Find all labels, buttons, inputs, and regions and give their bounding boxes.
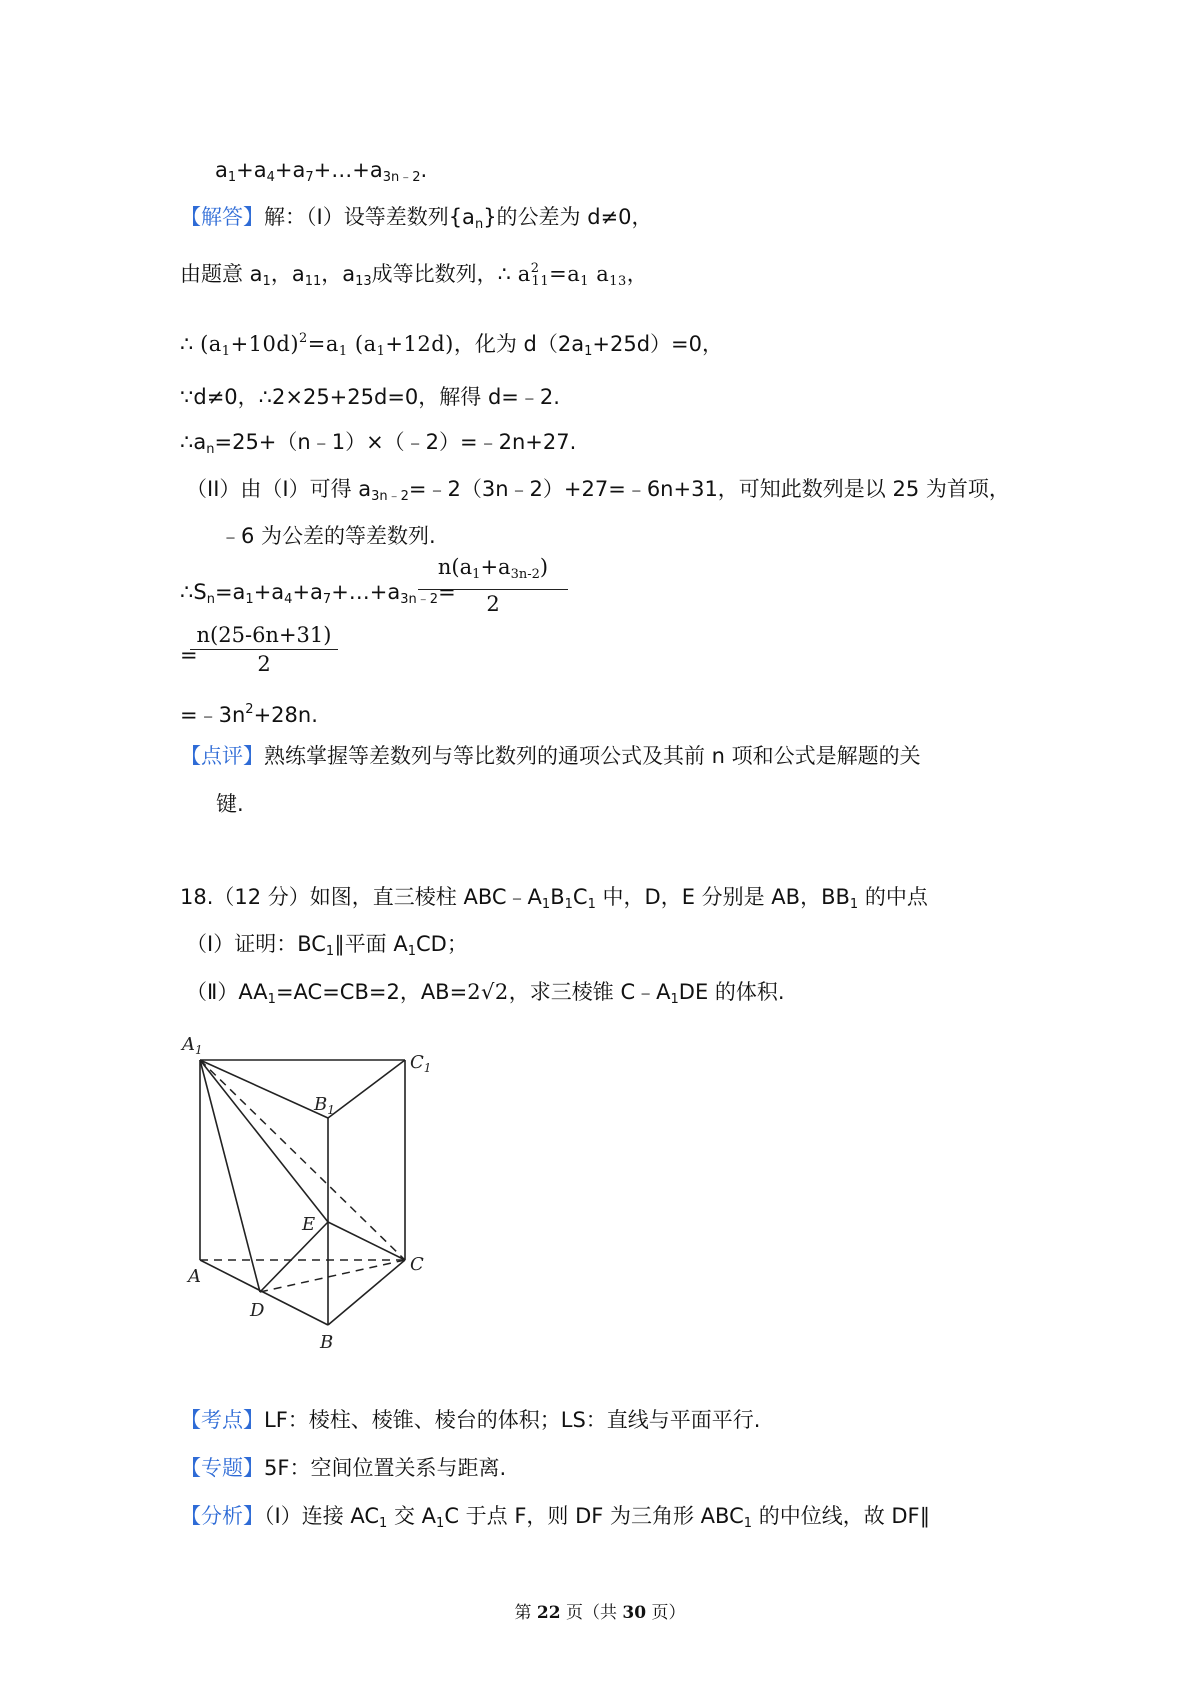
question-18-part-1: （Ⅰ）证明：$BC_1\parallel$平面 $A_1CD$； (186, 932, 468, 959)
sum-expression-line: $a_1+a_4+a_7+\dots+a_{3n﹣2}$. (215, 158, 428, 185)
edge-d-e (260, 1222, 328, 1292)
equation-line: ∴ $(a_1+10d)^2=a_1$ $(a_1+12d)$，化为 $d(2a_1+25d)=0$， (180, 331, 723, 359)
kaodian-line: 【考点】LF：棱柱、棱锥、棱台的体积；LS：直线与平面平行. (180, 1408, 761, 1432)
label-c1: $C_1$ (410, 1052, 432, 1075)
zhuanti-tag: 【专题】 (180, 1456, 264, 1480)
edge-d-c-dashed (260, 1260, 405, 1292)
fenxi-tag: 【分析】 (180, 1504, 264, 1528)
edge-b-c (328, 1260, 405, 1325)
edge-e-c (328, 1222, 405, 1260)
comment-tag: 【点评】 (180, 744, 264, 768)
label-c: C (410, 1254, 424, 1275)
edge-b1-c1 (328, 1060, 405, 1118)
comment-line-2: 键. (216, 792, 244, 816)
geometric-mean-formula: $a^2_{11}=a_1$ $a_{13}$ (517, 261, 627, 289)
substitution-line: = (180, 643, 198, 667)
general-term-line: $\therefore a_n=25+(n﹣1)\times(﹣2)=﹣2n+27$. (180, 430, 577, 457)
label-a1: $A_1$ (182, 1034, 203, 1057)
edge-a1-d (200, 1060, 260, 1292)
sum-formula-line: $\therefore S_n=a_1+a_4+a_7+\dots+a_{3n﹣2}=$ (180, 580, 456, 607)
page-footer: 第 22 页（共 30 页） (514, 1603, 686, 1623)
page-total: 30 (622, 1603, 647, 1623)
squared-equation-formula: $(a_1+10d)^2=a_1$ $(a_1+12d)$ (200, 331, 454, 359)
fenxi-line: 【分析】（Ⅰ）连接 $AC_1$ 交 $A_1C$ 于点 F，则 DF 为三角形 $ABC_1$ 的中位线，故 DF∥ (180, 1504, 931, 1531)
label-e: E (302, 1214, 316, 1235)
answer-line: 【解答】解：（I）设等差数列$\{a_n\}$的公差为 d≠0， (180, 205, 653, 232)
prism-figure (180, 1030, 440, 1350)
label-d: D (250, 1300, 265, 1321)
question-18-part-2: $(Ⅱ)AA_1=AC=CB=2$，AB=2√2，求三棱锥 $C﹣A_1DE$ 的体积. (186, 980, 785, 1007)
common-difference-line: ﹣6 为公差的等差数列. (220, 524, 436, 548)
sum-fraction: $n(a_1+a_{3n-2})$ 2 (418, 555, 568, 616)
result-line: $=﹣3n^2+28n$. (180, 702, 318, 727)
label-b: B (320, 1332, 334, 1350)
edge-a1-b1 (200, 1060, 328, 1118)
sqrt-formula: 2√2 (467, 980, 509, 1004)
page-number: 22 (536, 1603, 561, 1623)
comment-line: 【点评】熟练掌握等差数列与等比数列的通项公式及其前 n 项和公式是解题的关 (180, 744, 921, 768)
edge-a1-e (200, 1060, 328, 1222)
kaodian-tag: 【考点】 (180, 1408, 264, 1432)
zhuanti-line: 【专题】5F：空间位置关系与距离. (180, 1456, 507, 1480)
part-two-line: （II）由（I）可得 $a_{3n﹣2}=﹣2(3n﹣2)+27=﹣6n+31$，可知此数列是以 25 为首项， (186, 477, 1010, 504)
geometric-sequence-line: 由题意 $a_1$，$a_{11}$，$a_{13}$成等比数列，∴ $a^2_{11}=a_1$ $a_{13}$， (180, 261, 648, 289)
solve-d-line: ∵d≠0，∴2×25+25d=0，解得 d=﹣2. (180, 385, 560, 409)
label-a: A (188, 1266, 201, 1287)
substitution-fraction: n(25-6n+31) 2 (190, 623, 338, 676)
question-18-title: 18.（12 分）如图，直三棱柱 $ABC﹣A_1B_1C_1$ 中，D，E 分别是 AB，$BB_1$ 的中点 (180, 885, 928, 912)
answer-tag: 【解答】 (180, 205, 264, 229)
label-b1: $B_1$ (314, 1094, 335, 1117)
